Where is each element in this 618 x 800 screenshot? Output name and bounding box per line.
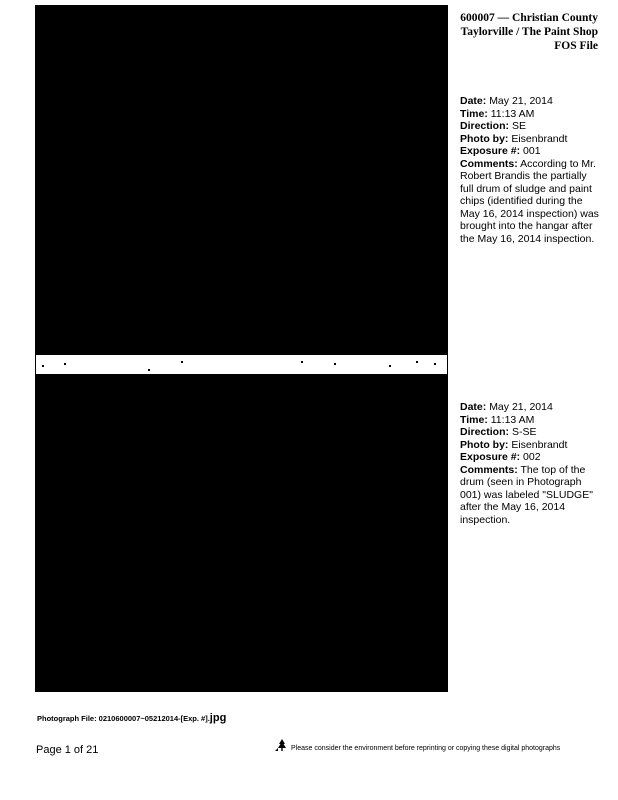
time-value: 11:13 AM — [490, 413, 535, 426]
header-site-id: 600007 — Christian County — [460, 12, 598, 24]
direction-label: Direction: — [460, 426, 510, 438]
exposure-label: Exposure #: — [460, 451, 521, 463]
photo-by-label: Photo by: — [460, 438, 509, 451]
header-site-name: Taylorville / The Paint Shop — [460, 26, 598, 38]
time-label: Time: — [460, 413, 488, 426]
direction-value: S-SE — [511, 426, 537, 438]
recycle-tree-icon — [275, 738, 289, 752]
time-value: 11:13 AM — [490, 107, 535, 120]
direction-label: Direction: — [460, 120, 510, 132]
environment-note — [275, 738, 560, 752]
date-value: May 21, 2014 — [489, 95, 553, 107]
photograph-file-name — [37, 712, 226, 724]
photo-file-extension: jpg — [209, 712, 227, 724]
environment-note-text: Please consider the environment before reprinting or copying these digital photographs — [291, 745, 561, 752]
comments-text: According to Mr. Robert Brandis the partially full drum of sludge and paint chips (identified during the May 16, 2014 inspection) was brought into the hangar after the May 16, 2014 inspection. — [460, 157, 599, 245]
date-label: Date: — [460, 95, 487, 107]
exposure-value: 002 — [523, 451, 541, 463]
photo-gap-strip — [35, 355, 448, 374]
photo-caption-001 — [460, 95, 600, 245]
photo-caption-002 — [460, 401, 600, 526]
exposure-value: 001 — [523, 145, 541, 157]
photo-by-value: Eisenbrandt — [511, 132, 568, 145]
header-file-type: FOS File — [554, 40, 598, 52]
photo-by-value: Eisenbrandt — [511, 438, 568, 451]
direction-value: SE — [511, 120, 526, 132]
photo-by-label: Photo by: — [460, 132, 509, 145]
date-value: May 21, 2014 — [489, 401, 553, 413]
comments-label: Comments: — [460, 157, 518, 170]
comments-label: Comments: — [460, 463, 518, 476]
time-label: Time: — [460, 107, 488, 120]
comments-text: The top of the drum (seen in Photograph 001) was labeled "SLUDGE" after the May 16, 2014 inspection. — [460, 463, 593, 526]
photograph-001 — [35, 5, 448, 355]
photo-file-text: Photograph File: 0210600007~05212014-[Exp. #]. — [37, 714, 210, 723]
date-label: Date: — [460, 401, 487, 413]
photograph-002 — [35, 374, 448, 692]
exposure-label: Exposure #: — [460, 145, 521, 157]
page-number: Page 1 of 21 — [36, 744, 99, 756]
